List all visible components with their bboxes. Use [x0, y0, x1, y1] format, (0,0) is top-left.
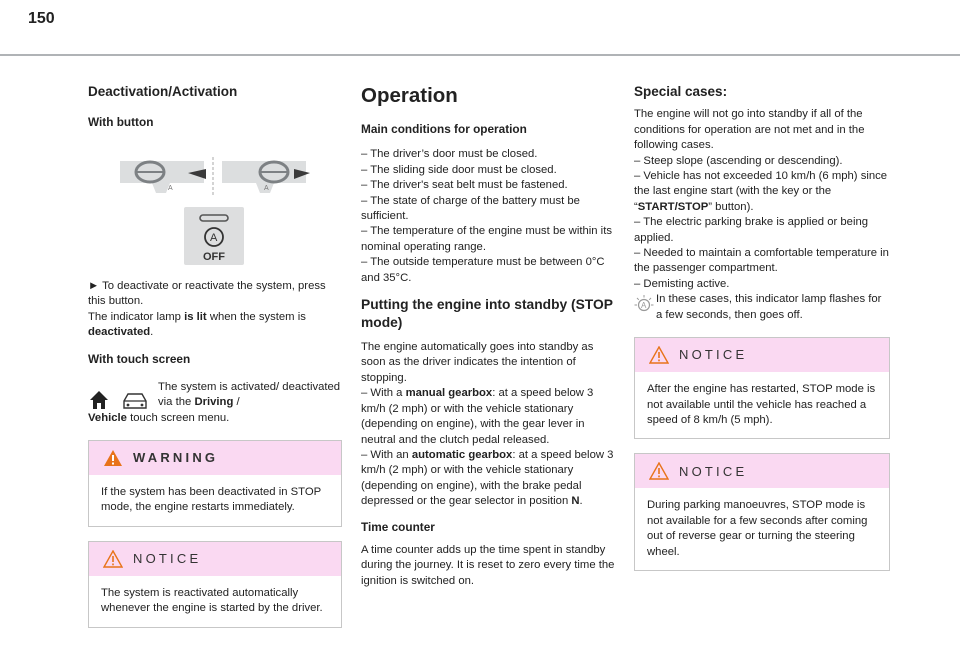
notice-body: After the engine has restarted, STOP mode is not available until the vehicle has reached a speed of 8 km/h (5 mph). — [647, 383, 876, 426]
svg-text:A: A — [168, 184, 173, 192]
page-number: 150 — [28, 10, 55, 27]
section-heading-special-cases: Special cases: — [634, 84, 728, 99]
instruction-text: ► To deactivate or reactivate the system, press this button. — [88, 279, 326, 308]
svg-text:A: A — [264, 184, 269, 192]
notice-triangle-icon — [649, 346, 669, 364]
special-case-item: – Steep slope (ascending or descending). — [634, 154, 843, 167]
auto-stop-off-icon — [184, 207, 244, 265]
svg-text:A: A — [641, 301, 647, 311]
condition-item: – The temperature of the engine must be within its nominal operating range. — [361, 225, 612, 253]
notice-body: The system is reactivated automatically whenever the engine is started by the driver. — [101, 586, 323, 615]
section-heading-deactivation: Deactivation/Activation — [88, 84, 238, 99]
notice-header — [89, 542, 341, 576]
notice-header — [635, 454, 889, 488]
warning-title: WARNING — [133, 450, 219, 466]
touch-screen-info — [88, 380, 342, 426]
notice-title: NOTICE — [679, 463, 748, 479]
condition-item: – The driver's seat belt must be fastened. — [361, 179, 568, 192]
column-deactivation — [88, 78, 342, 628]
notice-box — [634, 337, 890, 439]
steering-wheel-icon — [88, 153, 342, 199]
touch-screen-text-cont: Vehicle touch screen menu. — [88, 411, 230, 424]
subheading-touch-screen: With touch screen — [88, 352, 191, 367]
touch-menu-icons — [88, 388, 152, 417]
notice-triangle-icon — [649, 462, 669, 480]
warning-box — [88, 440, 342, 527]
notice-triangle-icon — [103, 550, 123, 568]
subheading-standby: Putting the engine into standby (STOP mode) — [361, 297, 613, 331]
flashing-indicator-text: In these cases, this indicator lamp flashes for a few seconds, then goes off. — [656, 293, 882, 321]
notice-box — [634, 453, 890, 571]
subheading-with-button: With button — [88, 115, 154, 130]
touch-screen-text: The system is activated/ deactivated via the Driving / — [158, 380, 341, 409]
condition-item: – The sliding side door must be closed. — [361, 163, 557, 176]
notice-title: NOTICE — [679, 347, 748, 363]
condition-item: – The outside temperature must be between 0°C and 35°C. — [361, 256, 605, 284]
svg-text:OFF: OFF — [203, 250, 225, 263]
steering-wheel-illustration — [88, 153, 342, 199]
flashing-indicator-icon — [634, 294, 654, 314]
column-special-cases — [634, 78, 890, 571]
warning-header — [89, 441, 341, 475]
special-case-item: – Needed to maintain a comfortable temperature in the passenger compartment. — [634, 247, 889, 275]
manual-gearbox-text: – With a manual gearbox: at a speed below 3 km/h (2 mph) or with the vehicle stationary (depending on engine), with the gear lever in neutral and the clutch pedal released. — [361, 387, 594, 446]
condition-item: – The driver’s door must be closed. — [361, 148, 538, 161]
condition-item: – The state of charge of the battery must be sufficient. — [361, 194, 580, 223]
notice-body: During parking manoeuvres, STOP mode is not available for a few seconds after coming out of reverse gear or turning the steering wheel. — [647, 499, 868, 558]
special-case-item: – The electric parking brake is applied or being applied. — [634, 216, 869, 244]
section-heading-operation: Operation — [361, 84, 458, 107]
indicator-text: The indicator lamp is lit when the system is deactivated. — [88, 310, 306, 339]
home-car-icon — [88, 388, 152, 412]
subheading-main-conditions: Main conditions for operation — [361, 122, 527, 136]
warning-triangle-icon — [103, 449, 123, 467]
special-case-item: – Vehicle has not exceeded 10 km/h (6 mph) since the last engine start (with the key or the “START/STOP” button). — [634, 170, 888, 213]
svg-text:A: A — [210, 231, 218, 244]
column-operation — [361, 78, 617, 589]
special-cases-intro: The engine will not go into standby if all of the conditions for operation are not met and in the following cases. — [634, 108, 865, 152]
conditions-list — [361, 147, 617, 286]
subheading-time-counter: Time counter — [361, 519, 435, 534]
standby-intro: The engine automatically goes into standby as soon as the driver indicates the intention of stopping. — [361, 341, 594, 384]
special-case-item: – Demisting active. — [634, 277, 730, 290]
stop-start-button — [184, 207, 244, 265]
flashing-indicator-note — [634, 292, 890, 323]
notice-header — [635, 338, 889, 372]
time-counter-text: A time counter adds up the time spent in standby during the journey. It is reset to zero every time the ignition is switched on. — [361, 543, 615, 587]
warning-body: If the system has been deactivated in STOP mode, the engine restarts immediately. — [101, 486, 321, 514]
header-rule — [0, 54, 960, 56]
notice-box — [88, 541, 342, 628]
automatic-gearbox-text: – With an automatic gearbox: at a speed below 3 km/h (2 mph) or with the vehicle stationary (depending on engine), with the brake pedal depressed or the gear selector in position N. — [361, 448, 614, 508]
notice-title: NOTICE — [133, 551, 202, 567]
